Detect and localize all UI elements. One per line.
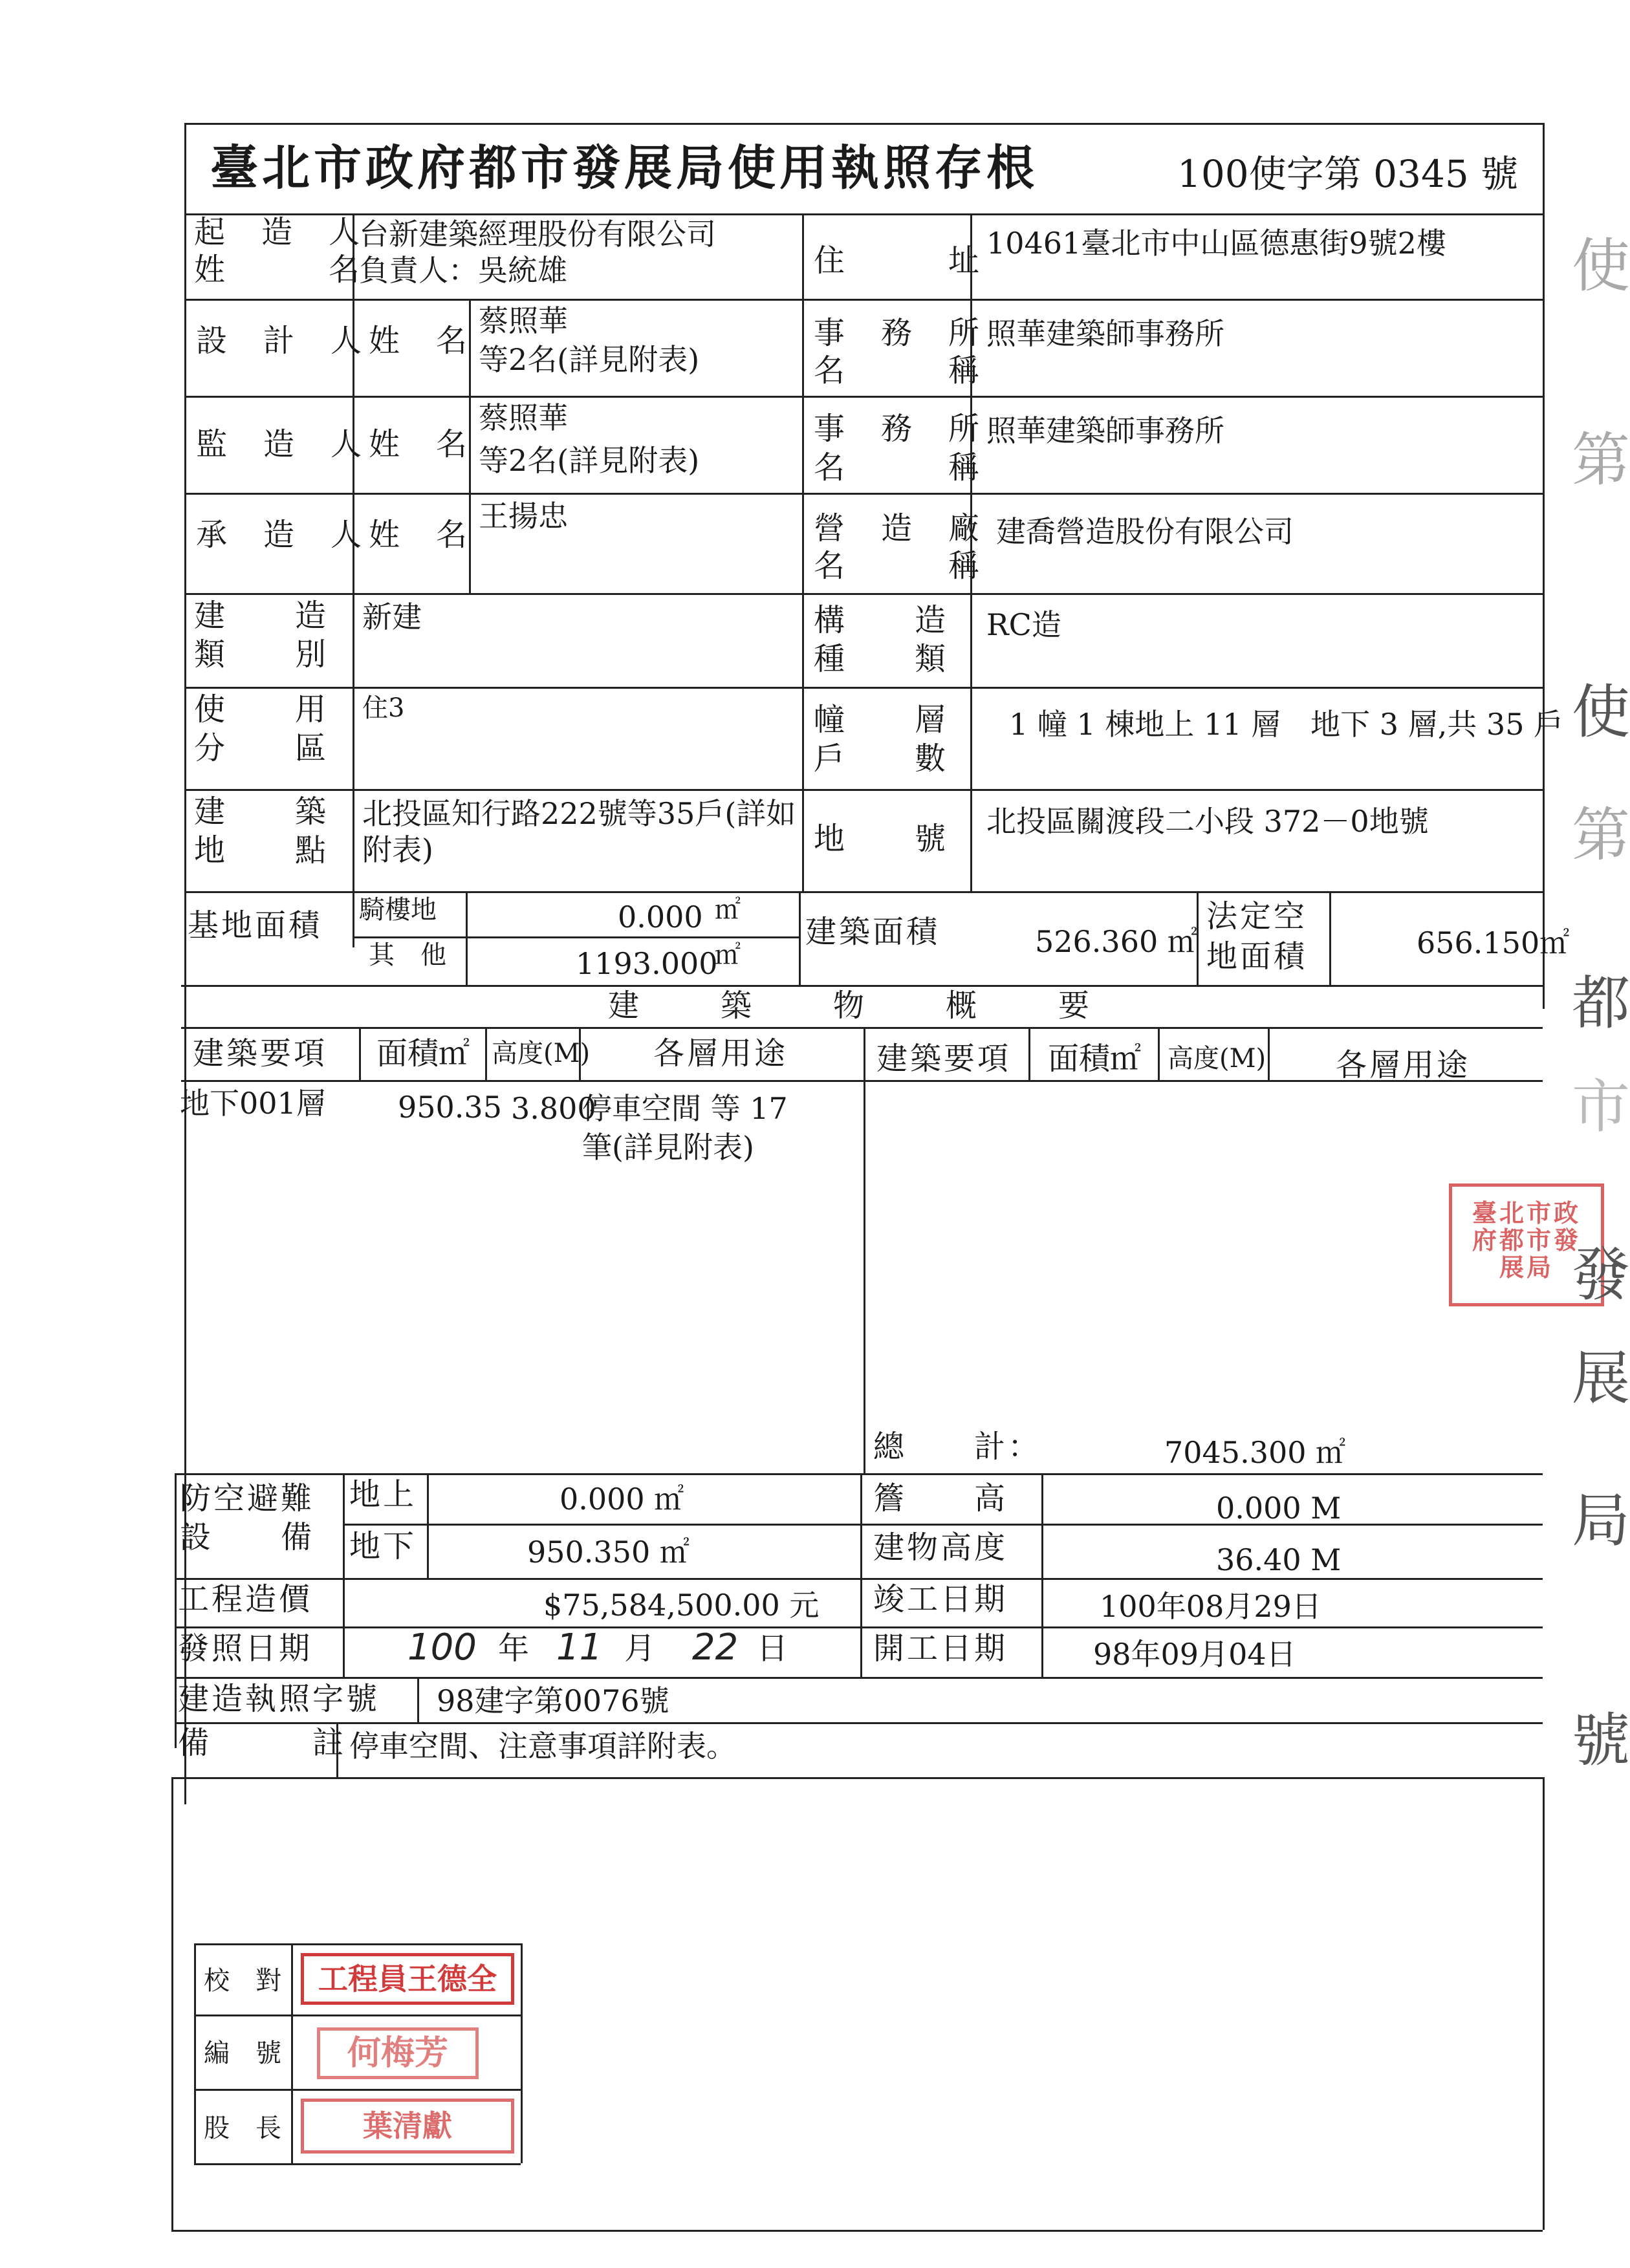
col-usage-left: 各層用途 [653, 1035, 788, 1072]
open-space-label-2: 地面積 [1206, 938, 1308, 975]
overview-heading: 建 築 物 概 要 [608, 988, 1096, 1024]
margin-glyph-4: 第 [1572, 801, 1630, 869]
eave-height: 0.000 M [1216, 1491, 1342, 1526]
overview-row-height: 3.800 [511, 1091, 596, 1126]
builder-name-label: 姓 名 [194, 252, 363, 288]
designer-name: 蔡照華 [479, 303, 568, 338]
remarks: 停車空間、注意事項詳附表。 [349, 1729, 736, 1764]
site-area-label: 基地面積 [188, 907, 323, 944]
builder-company: 台新建築經理股份有限公司 [359, 217, 716, 252]
lot-number: 北投區關渡段二小段 372－0地號 [986, 804, 1429, 839]
chief-stamp-text: 葉清獻 [363, 2108, 452, 2143]
contractor-factory: 建喬營造股份有限公司 [996, 514, 1294, 549]
supervisor-office: 照華建築師事務所 [986, 413, 1224, 448]
builder-address-label: 住 址 [814, 243, 983, 279]
buildings-label-2: 戶 數 [814, 740, 949, 777]
building-area: 526.360 ㎡ [1035, 924, 1197, 959]
margin-glyph-3: 使 [1572, 678, 1630, 746]
construction-type-label-2: 類 別 [194, 636, 329, 673]
serial-stamp [317, 2027, 479, 2079]
builder-address: 10461臺北市中山區德惠街9號2樓 [986, 226, 1446, 261]
site-label-1: 建 築 [194, 794, 329, 830]
construction-permit-label: 建造執照字號 [178, 1681, 380, 1717]
open-space-area: 656.150㎡ [1417, 925, 1570, 960]
margin-glyph-10: 號 [1572, 1707, 1630, 1775]
issue-year-unit: 年 [498, 1630, 532, 1667]
col-item-right: 建築要項 [876, 1041, 1012, 1077]
issue-day: 22 [692, 1626, 739, 1669]
air-raid-below-label: 地下 [349, 1528, 417, 1564]
designer-office: 照華建築師事務所 [986, 316, 1224, 351]
air-raid-above-label: 地上 [349, 1476, 417, 1513]
check-label: 校 對 [204, 1966, 281, 1996]
cost-label: 工程造價 [178, 1581, 313, 1617]
supervisor-office-label-2: 名 稱 [814, 449, 983, 486]
eave-height-label: 簷 高 [873, 1480, 1008, 1517]
col-item-left: 建築要項 [193, 1035, 328, 1072]
col-usage-right: 各層用途 [1336, 1047, 1471, 1083]
issue-month-unit: 月 [624, 1630, 658, 1667]
contractor-factory-label-2: 名 稱 [814, 548, 983, 584]
document-title: 臺北市政府都市發展局使用執照存根 [210, 140, 1038, 196]
contractor-name: 王揚忠 [479, 499, 568, 534]
supervisor-name-note: 等2名(詳見附表) [479, 443, 700, 478]
margin-glyph-7: 發 [1572, 1241, 1630, 1309]
overview-row-area: 950.35 [398, 1090, 502, 1125]
supervisor-office-label-1: 事 務 所 [814, 411, 983, 447]
start-date-label: 開工日期 [873, 1630, 1008, 1667]
contractor-name-label: 姓 名 [369, 517, 470, 553]
zoning-label-1: 使 用 [194, 691, 329, 728]
site-address-cont: 附表) [362, 832, 433, 867]
engineer-stamp [301, 1953, 514, 2005]
construction-type: 新建 [362, 599, 422, 634]
construction-permit-number: 98建字第0076號 [437, 1683, 669, 1718]
section-chief-label: 股 長 [204, 2113, 281, 2143]
col-height-left: 高度(M) [492, 1039, 591, 1068]
designer-name-label: 姓 名 [369, 323, 470, 359]
air-raid-below: 950.350 ㎡ [527, 1535, 690, 1570]
building-area-label: 建築面積 [805, 914, 940, 950]
chief-stamp [301, 2099, 514, 2154]
overview-row-usage: 停車空間 等 17 [582, 1091, 788, 1126]
structure-type-label-1: 構 造 [814, 602, 949, 638]
designer-office-label-2: 名 稱 [814, 352, 983, 389]
completion-date-label: 竣工日期 [873, 1581, 1008, 1617]
official-seal-text: 臺北市政府都市發展局 [1472, 1198, 1581, 1282]
designer-name-note: 等2名(詳見附表) [479, 342, 700, 377]
margin-glyph-8: 展 [1572, 1345, 1630, 1412]
construction-type-label-1: 建 造 [194, 598, 329, 634]
air-raid-label-1: 防空避難 [180, 1480, 315, 1517]
total-label: 總 計： [873, 1429, 1042, 1465]
arcade-label: 騎樓地 [359, 895, 437, 925]
supervisor-name: 蔡照華 [479, 400, 568, 435]
building-height: 36.40 M [1216, 1542, 1342, 1577]
other-area-label: 其 他 [369, 940, 446, 970]
buildings-label-1: 幢 層 [814, 702, 949, 738]
designer-label: 設 計 人 [196, 323, 365, 359]
engineer-stamp-text: 工程員王德全 [318, 1961, 497, 1996]
issue-date-label: 發照日期 [178, 1630, 313, 1667]
arcade-area: 0.000 [618, 900, 703, 934]
buildings-count: 1 幢 1 棟地上 11 層 地下 3 層,共 35 戶 [1009, 707, 1564, 742]
remarks-label: 備 註 [178, 1725, 347, 1761]
margin-glyph-2: 第 [1572, 426, 1630, 494]
serial-label: 編 號 [204, 2038, 281, 2068]
col-height-right: 高度(M) [1168, 1044, 1266, 1074]
open-space-label-1: 法定空 [1206, 898, 1308, 934]
air-raid-label-2: 設 備 [180, 1519, 315, 1555]
contractor-factory-label-1: 營 造 廠 [814, 510, 983, 546]
other-area: 1193.000 [576, 946, 718, 981]
building-height-label: 建物高度 [873, 1529, 1008, 1566]
contractor-label: 承 造 人 [196, 517, 365, 553]
supervisor-name-label: 姓 名 [369, 426, 470, 462]
issue-year: 100 [408, 1626, 477, 1669]
designer-office-label-1: 事 務 所 [814, 315, 983, 351]
start-date: 98年09月04日 [1093, 1637, 1296, 1672]
margin-glyph-5: 都 [1572, 969, 1630, 1037]
construction-cost: $75,584,500.00 元 [543, 1588, 820, 1623]
builder-representative: 負責人：吳統雄 [359, 253, 567, 288]
total-area: 7045.300 ㎡ [1164, 1435, 1346, 1470]
site-address: 北投區知行路222號等35戶(詳如 [362, 796, 796, 831]
overview-row-usage-cont: 筆(詳見附表) [582, 1130, 754, 1165]
margin-glyph-1: 使 [1572, 232, 1630, 300]
overview-row-item: 地下001層 [180, 1086, 326, 1121]
zoning-label-2: 分 區 [194, 730, 329, 766]
supervisor-label: 監 造 人 [196, 426, 365, 462]
site-label-2: 地 點 [194, 832, 329, 869]
serial-stamp-text: 何梅芳 [347, 2033, 448, 2073]
air-raid-above: 0.000 ㎡ [560, 1482, 684, 1517]
completion-date: 100年08月29日 [1100, 1589, 1321, 1624]
margin-glyph-6: 市 [1572, 1073, 1630, 1141]
col-area-right: 面積㎡ [1048, 1041, 1142, 1077]
margin-glyph-9: 局 [1572, 1487, 1630, 1555]
lot-label: 地 號 [814, 821, 949, 857]
issue-month: 11 [556, 1626, 603, 1669]
other-area-unit: ㎡ [715, 940, 741, 970]
builder-label: 起 造 人 [194, 214, 363, 250]
zoning: 住3 [362, 693, 405, 723]
issue-day-unit: 日 [757, 1630, 791, 1667]
permit-number: 100使字第 0345 號 [1177, 152, 1519, 196]
col-area-left: 面積㎡ [376, 1035, 470, 1072]
structure-type-label-2: 種 類 [814, 641, 949, 677]
arcade-unit: ㎡ [715, 895, 741, 925]
structure-type: RC造 [986, 607, 1061, 642]
